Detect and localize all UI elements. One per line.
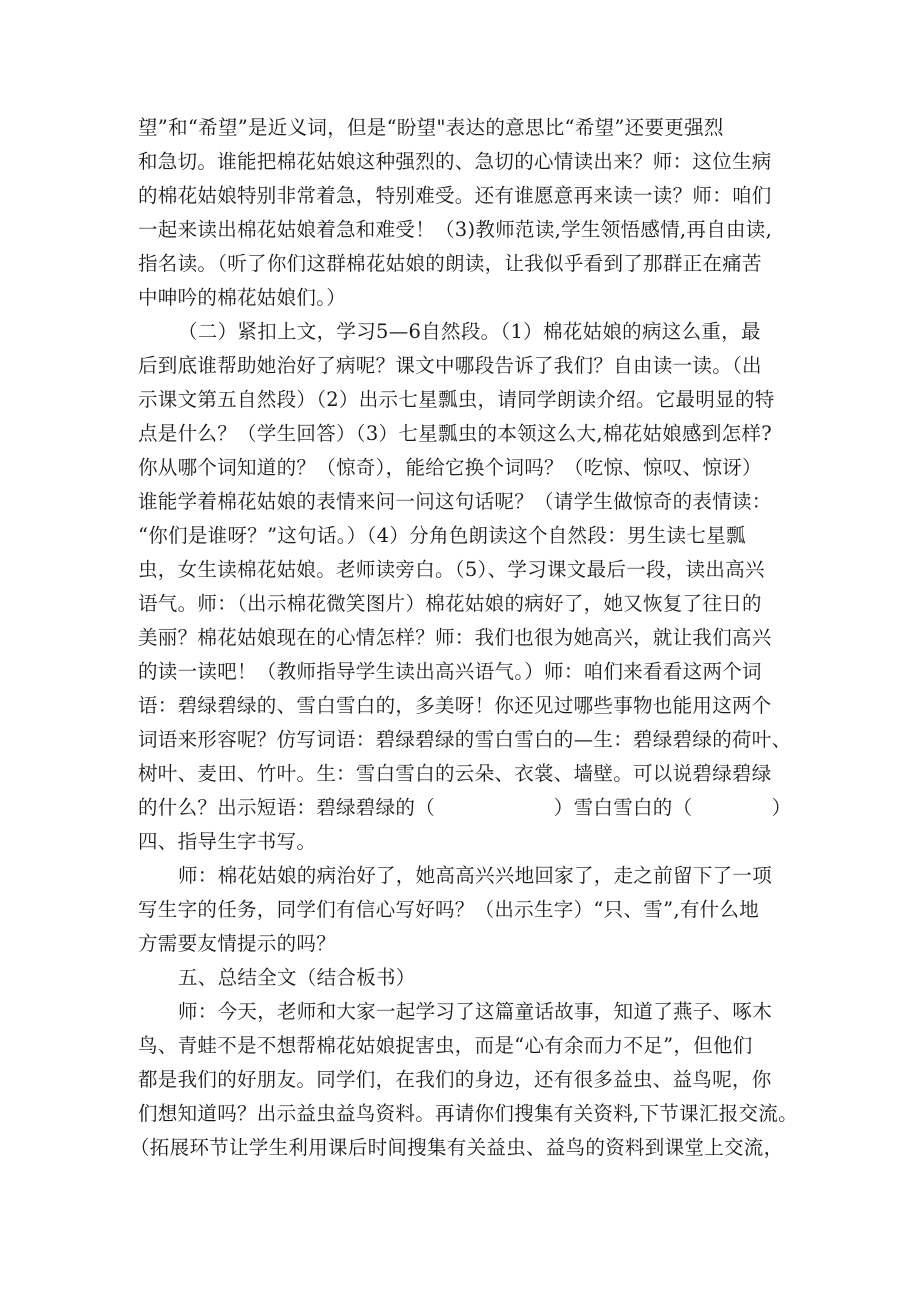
text-line: 点是什么？（学生回答）（3）七星瓢虫的本领这么大,棉花姑娘感到怎样? bbox=[138, 422, 773, 445]
text-line: 指名读。（听了你们这群棉花姑娘的朗读，让我似乎看到了那群正在痛苦 bbox=[138, 252, 762, 275]
paragraph-indent-line: 师：棉花姑娘的病治好了，她高高兴兴地回家了，走之前留下了一项 bbox=[178, 864, 773, 887]
text-line: 虫，女生读棉花姑娘。老师读旁白。（5）、学习课文最后一段，读出高兴 bbox=[138, 558, 765, 581]
text-line: 的什么？出示短语：碧绿碧绿的（ ）雪白雪白的（ ） bbox=[138, 796, 792, 819]
section-heading: 四、指导生字书写。 bbox=[138, 830, 317, 853]
text-line: 的棉花姑娘特别非常着急，特别难受。还有谁愿意再来读一读？师：咱们 bbox=[138, 184, 772, 207]
text-line: 语：碧绿碧绿的、雪白雪白的，多美呀！你还见过哪些事物也能用这两个 bbox=[138, 694, 772, 717]
text-line: 美丽？棉花姑娘现在的心情怎样？师：我们也很为她高兴，就让我们高兴 bbox=[138, 626, 772, 649]
paragraph-indent-line: 师：今天，老师和大家一起学习了这篇童话故事，知道了燕子、啄木 bbox=[178, 1000, 773, 1023]
text-line: “你们是谁呀？”这句话。）（4）分角色朗读这个自然段：男生读七星瓢 bbox=[138, 524, 746, 547]
text-line: 中呻吟的棉花姑娘们。） bbox=[138, 286, 347, 309]
text-line: 你从哪个词知道的？（惊奇），能给它换个词吗？（吃惊、惊叹、惊讶） bbox=[138, 456, 762, 479]
text-line: 的读一读吧！（教师指导学生读出高兴语气。）师：咱们来看看这两个词 bbox=[138, 660, 762, 683]
text-line: 们想知道吗？出示益虫益鸟资料。再请你们搜集有关资料,下节课汇报交流。 bbox=[138, 1102, 798, 1125]
text-line: 后到底谁帮助她治好了病呢？课文中哪段告诉了我们？自由读一读。（出 bbox=[138, 354, 762, 377]
text-line: 都是我们的好朋友。同学们，在我们的身边，还有很多益虫、益鸟呢，你 bbox=[138, 1068, 772, 1091]
text-line: 望”和“希望”是近义词，但是“盼望"表达的意思比“希望”还要更强烈 bbox=[138, 116, 724, 139]
section-heading: 五、总结全文（结合板书） bbox=[178, 966, 416, 989]
text-line: 词语来形容呢？仿写词语：碧绿碧绿的雪白雪白的—生：碧绿碧绿的荷叶、 bbox=[138, 728, 792, 751]
text-line: 语气。师：（出示棉花微笑图片）棉花姑娘的病好了，她又恢复了往日的 bbox=[138, 592, 762, 615]
text-line: 方需要友情提示的吗？ bbox=[138, 932, 337, 955]
text-line: 树叶、麦田、竹叶。生：雪白雪白的云朵、衣裳、墙壁。可以说碧绿碧绿 bbox=[138, 762, 772, 785]
text-line: 和急切。谁能把棉花姑娘这种强烈的、急切的心情读出来？师：这位生病 bbox=[138, 150, 772, 173]
text-line: （拓展环节让学生利用课后时间搜集有关益虫、益鸟的资料到课堂上交流， bbox=[130, 1136, 784, 1159]
text-line: 鸟、青蛙不是不想帮棉花姑娘捉害虫，而是“心有余而力不足”，但他们 bbox=[138, 1034, 753, 1057]
text-line: 写生字的任务，同学们有信心写好吗？（出示生字）“只、雪”,有什么地 bbox=[138, 898, 760, 921]
text-line: 一起来读出棉花姑娘着急和难受！（3)教师范读,学生领悟感情,再自由读, bbox=[138, 218, 773, 241]
text-line: 示课文第五自然段）（2）出示七星瓢虫，请同学朗读介绍。它最明显的特 bbox=[138, 388, 775, 411]
text-line: 谁能学着棉花姑娘的表情来问一问这句话呢？（请学生做惊奇的表情读： bbox=[138, 490, 772, 513]
paragraph-indent-line: （二）紧扣上文，学习5—6自然段。（1）棉花姑娘的病这么重，最 bbox=[178, 320, 761, 343]
